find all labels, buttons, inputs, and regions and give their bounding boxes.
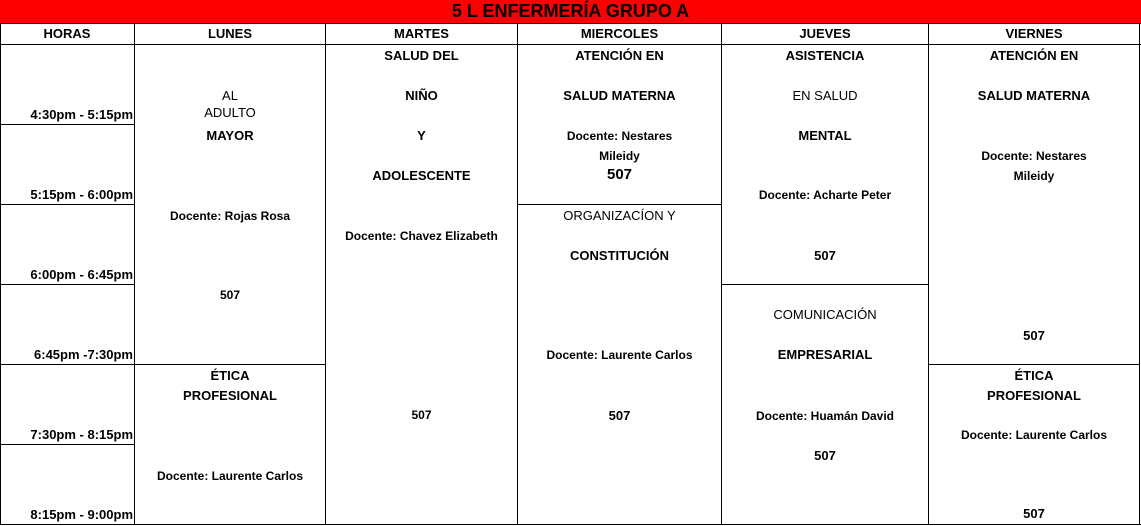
lunes-course2-teacher: Docente: Laurente Carlos [156,469,304,483]
header-lunes: LUNES [207,26,253,41]
miercoles-course1-teacher: Docente: Nestares [566,129,673,143]
martes-course1-teacher: Docente: Chavez Elizabeth [345,229,498,243]
miercoles-course2-teacher: Docente: Laurente Carlos [546,348,693,362]
time-slot-1: 4:30pm - 5:15pm [30,107,133,122]
lunes-course1-line1: AL [222,88,238,103]
time-row-line [0,364,325,365]
lunes-course1-line3: MAYOR [206,128,254,143]
viernes-split-line [928,364,1140,365]
martes-course1-line3: Y [417,128,426,143]
time-row-line [0,204,134,205]
lunes-course2-line2: PROFESIONAL [183,388,277,403]
header-jueves: JUEVES [799,26,851,41]
miercoles-course1-teacher-name: Mileidy [599,149,640,163]
time-slot-6: 8:15pm - 9:00pm [30,507,133,522]
header-martes: MARTES [394,26,449,41]
jueves-course2-line2: EMPRESARIAL [777,347,873,362]
viernes-course1-line1: ATENCIÓN EN [989,48,1079,63]
martes-course1-line4: ADOLESCENTE [372,168,471,183]
lunes-course1-teacher: Docente: Rojas Rosa [169,209,291,223]
miercoles-course1-line2: SALUD MATERNA [563,88,676,103]
time-slot-2: 5:15pm - 6:00pm [30,187,133,202]
jueves-course1-line3: MENTAL [798,128,852,143]
viernes-course2-teacher: Docente: Laurente Carlos [960,428,1108,442]
header-horas: HORAS [43,26,91,41]
martes-course1-line1: SALUD DEL [384,48,459,63]
miercoles-course2-line1: ORGANIZACÍON Y [563,208,676,223]
viernes-course2-line2: PROFESIONAL [987,388,1081,403]
header-miercoles: MIERCOLES [580,26,659,41]
col-line-6 [1139,24,1140,525]
time-row-line [0,444,134,445]
jueves-course2-room: 507 [814,448,836,463]
miercoles-course1-room: 507 [606,166,633,183]
jueves-course1-line1: ASISTENCIA [785,48,865,63]
viernes-course1-teacher: Docente: Nestares [981,149,1087,163]
miercoles-split-line [517,204,722,205]
table-bottom-line [0,524,1141,525]
jueves-course1-room: 507 [814,248,836,263]
miercoles-course2-room: 507 [608,408,631,423]
miercoles-course2-line2: CONSTITUCIÓN [570,248,669,263]
time-row-line [0,284,134,285]
miercoles-course1-line1: ATENCIÓN EN [575,48,664,63]
schedule-title: 5 L ENFERMERÍA GRUPO A [0,0,1141,24]
jueves-split-line [721,284,929,285]
martes-course1-line2: NIÑO [405,88,438,103]
lunes-course1-line2: ADULTO [204,105,256,120]
viernes-course1-room: 507 [1023,328,1045,343]
time-slot-4: 6:45pm -7:30pm [34,347,133,362]
lunes-course1-room: 507 [219,288,241,302]
viernes-course1-teacher-name: Mileidy [1013,169,1055,183]
time-slot-5: 7:30pm - 8:15pm [30,427,133,442]
viernes-course1-line2: SALUD MATERNA [977,88,1091,103]
header-bottom-line [0,44,1141,45]
lunes-course2-line1: ÉTICA [210,368,250,383]
jueves-course1-line2: EN SALUD [792,88,858,103]
martes-course1-room: 507 [411,408,432,422]
viernes-course2-line1: ÉTICA [1014,368,1054,383]
jueves-course1-teacher: Docente: Acharte Peter [758,188,892,202]
jueves-course2-teacher: Docente: Huamán David [755,409,895,423]
time-slot-3: 6:00pm - 6:45pm [30,267,133,282]
header-viernes: VIERNES [1005,26,1063,41]
viernes-course2-room: 507 [1023,506,1045,521]
jueves-course2-line1: COMUNICACIÓN [773,307,877,322]
time-row-line [0,124,134,125]
